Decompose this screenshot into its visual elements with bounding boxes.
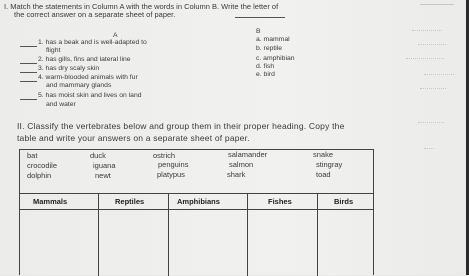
word-bank-item: iguana [93, 161, 116, 170]
word-bank-item: toad [316, 170, 331, 179]
word-bank-item: dolphin [27, 171, 52, 180]
bleed-through-mark [418, 122, 444, 123]
column-b-item-b: b. reptile [256, 45, 283, 52]
word-bank-item: newt [95, 171, 111, 180]
column-a-item-1-line2: flight [46, 47, 61, 54]
word-bank-item: crocodile [27, 161, 58, 170]
answer-blank-5[interactable] [20, 99, 37, 100]
answer-blank-1[interactable] [20, 46, 37, 47]
column-divider [98, 194, 99, 276]
column-a-item-3: 3. has dry scaly skin [38, 65, 100, 72]
column-divider [168, 194, 169, 276]
bleed-through-mark [406, 58, 444, 59]
bleed-through-mark [418, 44, 446, 45]
part-one-instruction-line1: I. Match the statements in Column A with the words in Column B. Write the letter of [4, 2, 279, 11]
column-divider [317, 194, 318, 276]
word-bank-item: ostrich [153, 151, 176, 160]
column-a-item-4-line1: 4. warm-blooded animals with fur [38, 74, 138, 81]
bleed-through-mark [420, 88, 446, 89]
column-a-header: A [113, 32, 118, 39]
header-amphibians: Amphibians [177, 197, 220, 206]
header-reptiles: Reptiles [115, 197, 145, 206]
header-mammals: Mammals [33, 197, 68, 206]
header-birds: Birds [334, 197, 354, 206]
word-bank-item: penguins [158, 160, 189, 169]
bleed-through-mark [420, 4, 454, 5]
word-bank-item: salamander [228, 150, 268, 159]
word-bank-item: duck [90, 151, 106, 160]
word-bank-item: shark [227, 170, 246, 179]
classification-table [19, 193, 374, 275]
column-a-item-5-line1: 5. has moist skin and lives on land [38, 92, 142, 99]
header-fishes: Fishes [268, 197, 292, 206]
word-bank-item: salmon [229, 160, 254, 169]
part-two-instruction-line2: table and write your answers on a separate sheet of paper. [17, 133, 250, 143]
word-bank-item: bat [27, 151, 38, 160]
bleed-through-mark [412, 30, 442, 31]
column-b-item-a: a. mammal [256, 36, 290, 43]
part-one-instruction-line2: the correct answer on a separate sheet of paper. [14, 10, 176, 19]
column-b-header: B [256, 28, 261, 35]
column-a-item-5-line2: and water [46, 101, 76, 108]
part-two-instruction-line1: II. Classify the vertebrates below and group them in their proper heading. Copy the [17, 121, 345, 131]
answer-blank-2[interactable] [20, 63, 37, 64]
bleed-through-mark [424, 74, 454, 75]
bleed-through-mark [424, 148, 434, 149]
column-b-item-d: d. fish [256, 63, 275, 70]
column-divider [247, 194, 248, 276]
column-b-item-e: e. bird [256, 71, 275, 78]
word-bank-item: snake [313, 150, 334, 159]
column-a-item-1-line1: 1. has a beak and is well-adapted to [38, 39, 147, 46]
column-a-item-2: 2. has gills, fins and lateral line [38, 56, 131, 63]
word-bank-item: stingray [316, 160, 343, 169]
column-b-answer-blank-top [235, 17, 285, 18]
column-b-item-c: c. amphibian [256, 55, 295, 62]
column-a-item-4-line2: and mammary glands [46, 82, 112, 89]
answer-blank-4[interactable] [20, 81, 37, 82]
answer-blank-3[interactable] [20, 72, 37, 73]
word-bank-item: platypus [157, 170, 185, 179]
